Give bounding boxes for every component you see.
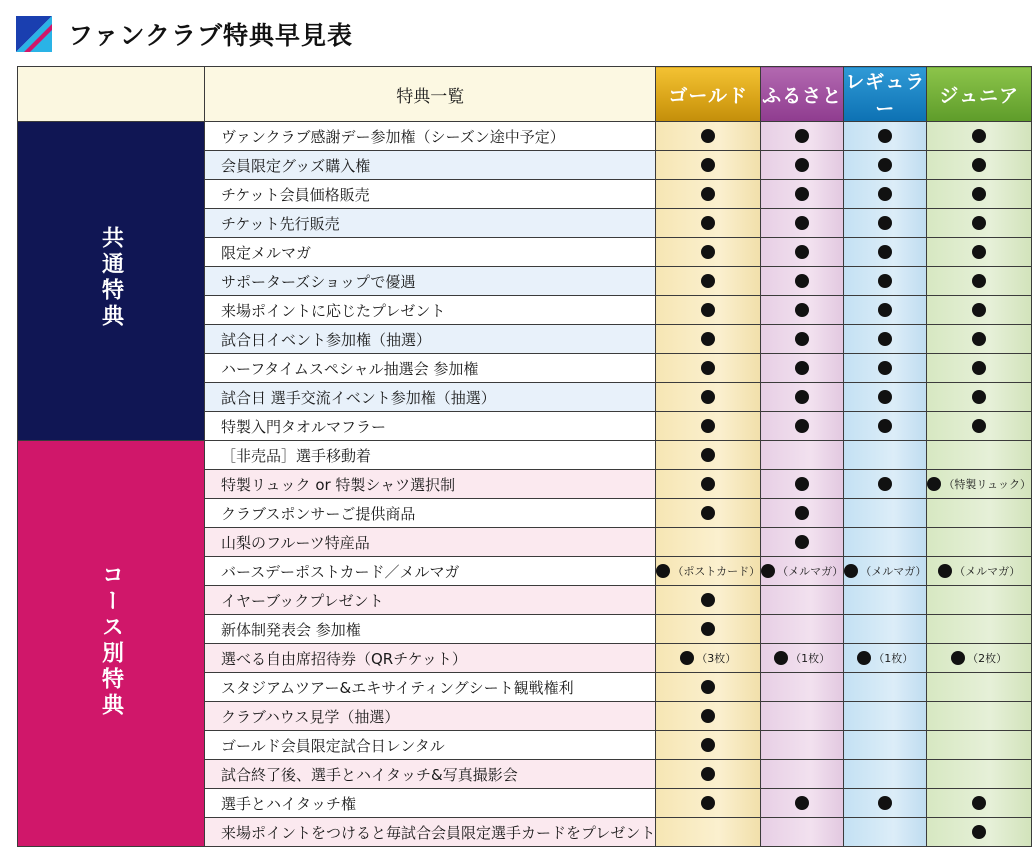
cell-gold [656,644,761,673]
available-dot-icon [701,361,715,375]
cell-gold [656,615,761,644]
available-dot-icon [878,361,892,375]
available-dot-icon [795,158,809,172]
cell-regular [844,499,927,528]
benefit-note: （特製リュック） [943,478,1031,491]
cell-furusato [761,122,844,151]
available-dot-icon [878,216,892,230]
cell-gold [656,441,761,470]
cell-regular [844,731,927,760]
available-dot-icon [795,216,809,230]
cell-junior [927,528,1032,557]
cell-furusato [761,325,844,354]
cell-junior [927,557,1032,586]
cell-regular [844,557,927,586]
cell-junior [927,441,1032,470]
available-dot-icon [761,564,775,578]
cell-furusato [761,557,844,586]
benefit-label: 試合終了後、選手とハイタッチ&写真撮影会 [205,760,656,789]
common-benefits-group-label: 共通特典 [98,226,124,330]
available-dot-icon [972,419,986,433]
available-dot-icon [878,477,892,491]
benefit-note: （1枚） [873,652,914,665]
cell-gold [656,238,761,267]
benefit-label: 特製入門タオルマフラー [205,412,656,441]
cell-regular [844,238,927,267]
cell-junior [927,818,1032,847]
cell-gold [656,325,761,354]
available-dot-icon [701,506,715,520]
cell-furusato [761,818,844,847]
available-dot-icon [972,129,986,143]
column-header-junior: ジュニア [927,67,1032,122]
benefit-label: 来場ポイントをつけると毎試合会員限定選手カードをプレゼント [205,818,656,847]
cell-furusato [761,354,844,383]
cell-regular [844,702,927,731]
available-dot-icon [972,216,986,230]
available-dot-icon [701,332,715,346]
cell-furusato [761,441,844,470]
cell-furusato [761,238,844,267]
available-dot-icon [878,419,892,433]
available-dot-icon [795,535,809,549]
available-dot-icon [878,332,892,346]
course-benefits-group-label: コース別特典 [98,562,124,719]
benefit-label: サポーターズショップで優遇 [205,267,656,296]
column-header-furusato: ふるさと [761,67,844,122]
common-benefits-group [18,122,205,441]
benefit-label: ゴールド会員限定試合日レンタル [205,731,656,760]
available-dot-icon [878,274,892,288]
cell-furusato [761,267,844,296]
available-dot-icon [951,651,965,665]
cell-junior [927,499,1032,528]
benefit-label: クラブハウス見学（抽選） [205,702,656,731]
available-dot-icon [795,187,809,201]
title-bar [16,14,353,54]
available-dot-icon [795,796,809,810]
benefit-list-header: 特典一覧 [205,67,656,122]
table-row [18,441,1032,470]
available-dot-icon [701,303,715,317]
benefit-label: 特製リュック or 特製シャツ選択制 [205,470,656,499]
cell-furusato [761,615,844,644]
cell-gold [656,296,761,325]
cell-furusato [761,499,844,528]
available-dot-icon [795,274,809,288]
cell-gold [656,180,761,209]
available-dot-icon [972,187,986,201]
available-dot-icon [795,332,809,346]
benefit-note: （メルマガ） [777,565,844,578]
benefit-note: （メルマガ） [860,565,927,578]
cell-gold [656,354,761,383]
cell-furusato [761,644,844,673]
cell-furusato [761,528,844,557]
cell-gold [656,383,761,412]
cell-furusato [761,760,844,789]
cell-regular [844,615,927,644]
available-dot-icon [878,129,892,143]
available-dot-icon [972,274,986,288]
available-dot-icon [972,245,986,259]
cell-furusato [761,296,844,325]
cell-junior [927,470,1032,499]
available-dot-icon [795,303,809,317]
available-dot-icon [795,477,809,491]
available-dot-icon [701,796,715,810]
cell-regular [844,412,927,441]
benefit-label: 山梨のフルーツ特産品 [205,528,656,557]
benefit-label: 選べる自由席招待券（QRチケット） [205,644,656,673]
cell-junior [927,615,1032,644]
cell-junior [927,789,1032,818]
available-dot-icon [972,158,986,172]
available-dot-icon [701,245,715,259]
benefit-note: （2枚） [967,652,1008,665]
cell-furusato [761,209,844,238]
available-dot-icon [656,564,670,578]
cell-junior [927,122,1032,151]
cell-junior [927,673,1032,702]
cell-regular [844,586,927,615]
cell-junior [927,180,1032,209]
cell-furusato [761,702,844,731]
benefit-label: 限定メルマガ [205,238,656,267]
available-dot-icon [878,245,892,259]
available-dot-icon [701,680,715,694]
available-dot-icon [795,245,809,259]
cell-junior [927,151,1032,180]
cell-furusato [761,731,844,760]
available-dot-icon [701,129,715,143]
cell-furusato [761,789,844,818]
cell-junior [927,586,1032,615]
cell-regular [844,673,927,702]
available-dot-icon [972,796,986,810]
available-dot-icon [878,187,892,201]
benefit-label: ［非売品］選手移動着 [205,441,656,470]
benefit-label: 試合日 選手交流イベント参加権（抽選） [205,383,656,412]
cell-gold [656,818,761,847]
benefit-note: （3枚） [696,652,737,665]
available-dot-icon [774,651,788,665]
available-dot-icon [795,419,809,433]
cell-gold [656,760,761,789]
page-title: ファンクラブ特典早見表 [68,21,354,50]
cell-regular [844,644,927,673]
cell-furusato [761,412,844,441]
available-dot-icon [972,303,986,317]
cell-junior [927,731,1032,760]
cell-gold [656,557,761,586]
cell-gold [656,151,761,180]
course-benefits-group [18,441,205,847]
available-dot-icon [701,622,715,636]
available-dot-icon [701,448,715,462]
brand-logo-icon [16,16,52,52]
benefit-label: ハーフタイムスペシャル抽選会 参加権 [205,354,656,383]
available-dot-icon [844,564,858,578]
cell-junior [927,702,1032,731]
available-dot-icon [701,216,715,230]
cell-gold [656,673,761,702]
column-header-regular: レギュラー [844,67,927,122]
available-dot-icon [795,390,809,404]
cell-gold [656,586,761,615]
available-dot-icon [795,506,809,520]
available-dot-icon [701,767,715,781]
cell-regular [844,760,927,789]
corner-cell [18,67,205,122]
cell-furusato [761,180,844,209]
cell-junior [927,412,1032,441]
benefit-label: イヤーブックプレゼント [205,586,656,615]
cell-gold [656,267,761,296]
available-dot-icon [938,564,952,578]
cell-junior [927,238,1032,267]
cell-junior [927,383,1032,412]
benefit-label: チケット先行販売 [205,209,656,238]
cell-junior [927,209,1032,238]
available-dot-icon [795,129,809,143]
available-dot-icon [972,332,986,346]
available-dot-icon [857,651,871,665]
cell-regular [844,441,927,470]
available-dot-icon [701,187,715,201]
available-dot-icon [701,390,715,404]
cell-gold [656,499,761,528]
available-dot-icon [878,796,892,810]
cell-junior [927,354,1032,383]
benefit-note: （ポストカード） [672,565,761,578]
cell-regular [844,151,927,180]
cell-regular [844,789,927,818]
cell-regular [844,296,927,325]
table-header-row [18,67,1032,122]
cell-gold [656,470,761,499]
benefit-label: チケット会員価格販売 [205,180,656,209]
benefit-label: スタジアムツアー&エキサイティングシート観戦権利 [205,673,656,702]
available-dot-icon [701,709,715,723]
cell-junior [927,760,1032,789]
cell-regular [844,122,927,151]
cell-gold [656,702,761,731]
available-dot-icon [701,477,715,491]
cell-junior [927,644,1032,673]
cell-regular [844,325,927,354]
cell-furusato [761,470,844,499]
available-dot-icon [972,361,986,375]
cell-furusato [761,383,844,412]
available-dot-icon [701,419,715,433]
cell-regular [844,267,927,296]
benefit-label: 会員限定グッズ購入権 [205,151,656,180]
cell-junior [927,325,1032,354]
benefit-label: 試合日イベント参加権（抽選） [205,325,656,354]
available-dot-icon [878,390,892,404]
cell-furusato [761,151,844,180]
cell-junior [927,296,1032,325]
benefit-note: （メルマガ） [954,565,1021,578]
benefit-table [17,66,1032,847]
cell-gold [656,789,761,818]
benefit-label: ヴァンクラブ感謝デー参加権（シーズン途中予定） [205,122,656,151]
available-dot-icon [795,361,809,375]
benefit-label: 選手とハイタッチ権 [205,789,656,818]
available-dot-icon [927,477,941,491]
table-row [18,122,1032,151]
cell-regular [844,528,927,557]
available-dot-icon [701,274,715,288]
cell-furusato [761,673,844,702]
available-dot-icon [972,825,986,839]
available-dot-icon [701,158,715,172]
cell-gold [656,122,761,151]
cell-gold [656,528,761,557]
cell-regular [844,180,927,209]
benefit-label: 来場ポイントに応じたプレゼント [205,296,656,325]
available-dot-icon [701,593,715,607]
cell-furusato [761,586,844,615]
available-dot-icon [878,158,892,172]
column-header-gold: ゴールド [656,67,761,122]
cell-regular [844,383,927,412]
available-dot-icon [680,651,694,665]
cell-gold [656,209,761,238]
benefit-label: クラブスポンサーご提供商品 [205,499,656,528]
cell-gold [656,412,761,441]
available-dot-icon [878,303,892,317]
cell-regular [844,818,927,847]
benefit-label: バースデーポストカード／メルマガ [205,557,656,586]
cell-regular [844,470,927,499]
available-dot-icon [972,390,986,404]
cell-gold [656,731,761,760]
cell-regular [844,354,927,383]
benefit-note: （1枚） [790,652,831,665]
benefit-label: 新体制発表会 参加権 [205,615,656,644]
cell-junior [927,267,1032,296]
cell-regular [844,209,927,238]
available-dot-icon [701,738,715,752]
